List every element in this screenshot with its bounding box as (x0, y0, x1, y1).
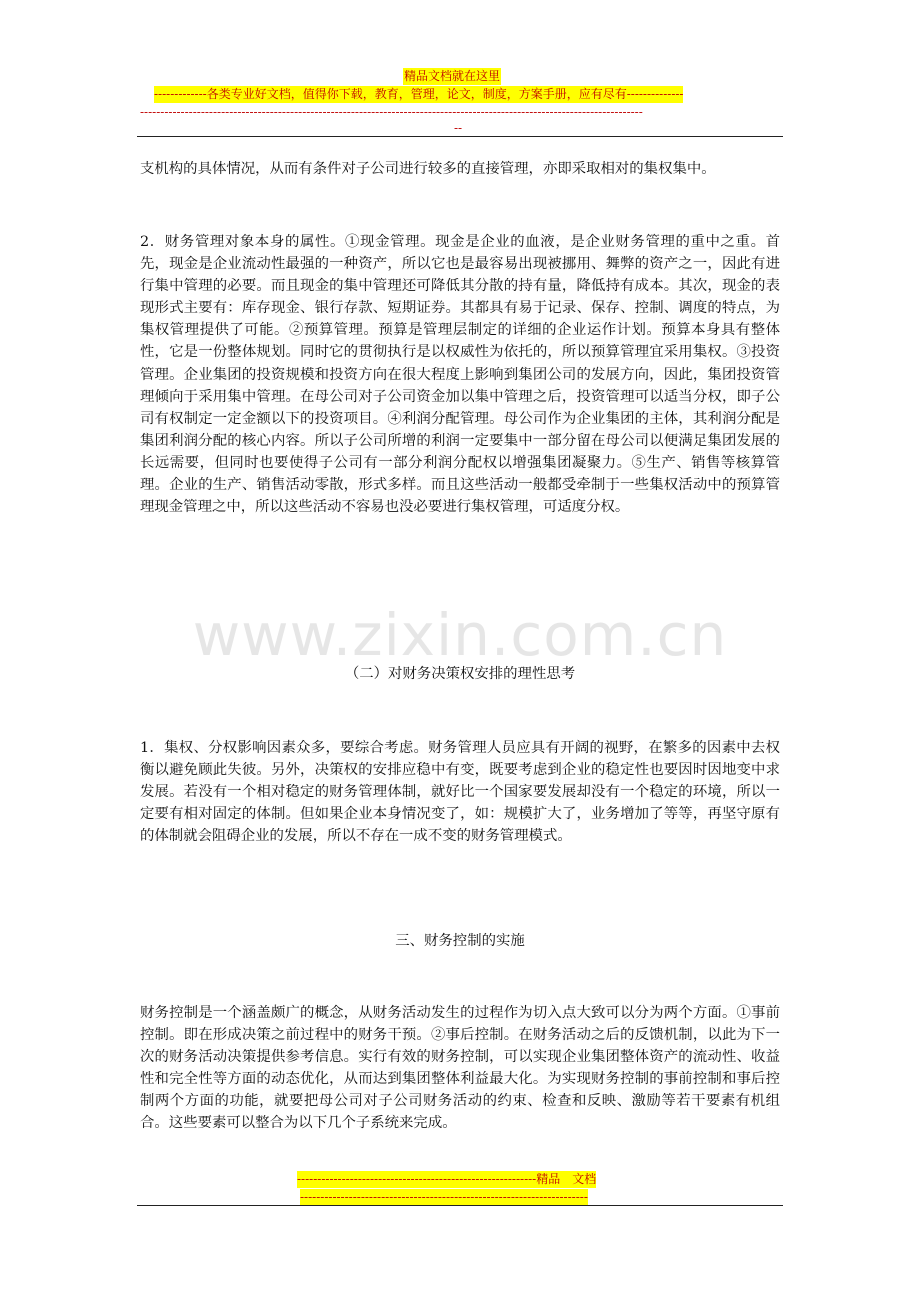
paragraph-3: 1．集权、分权影响因素众多，要综合考虑。财务管理人员应具有开阔的视野，在繁多的因素中去权衡以避免顾此失彼。另外，决策权的安排应稳中有变，既要考虑到企业的稳定性也要因时因地变中求发展。若没有一个相对稳定的财务管理体制，就好比一个国家要发展却没有一个稳定的环境，所以一定要有相对固定的体制。但如果企业本身情况变了，如：规模扩大了，业务增加了等等，再坚守原有的体制就会阻碍企业的发展，所以不存在一成不变的财务管理模式。 (140, 740, 780, 845)
paragraph-2: 2．财务管理对象本身的属性。①现金管理。现金是企业的血液，是企业财务管理的重中之重。首先，现金是企业流动性最强的一种资产，所以它也是最容易出现被挪用、舞弊的资产之一，因此有进行集中管理的必要。而且现金的集中管理还可降低其分散的持有量，降低持有成本。其次，现金的表现形式主要有：库存现金、银行存款、短期证券。其都具有易于记录、保存、控制、调度的特点，为集权管理提供了可能。②预算管理。预算是管理层制定的详细的企业运作计划。预算本身具有整体性，它是一份整体规划。同时它的贯彻执行是以权威性为依托的，所以预算管理宜采用集权。③投资管理。企业集团的投资规模和投资方向在很大程度上影响到集团公司的发展方向，因此，集团投资管理倾向于采用集中管理。在母公司对子公司资金加以集中管理之后，投资管理可以适当分权，即子公司有权制定一定金额以下的投资项目。④利润分配管理。母公司作为企业集团的主体，其利润分配是集团利润分配的核心内容。所以子公司所增的利润一定要集中一部分留在母公司以便满足集团发展的长远需要，但同时也要使得子公司有一部分利润分配权以增强集团凝聚力。⑤生产、销售等核算管理。企业的生产、销售活动零散，形式多样。而且这些活动一般都受牵制于一些集权活动中的预算管理现金管理之中，所以这些活动不容易也没必要进行集权管理，可适度分权。 (140, 234, 780, 516)
header-title: 精品文档就在这里 (404, 69, 501, 83)
footer-dash-line: ----------------------------------------------------------------------- (300, 1190, 588, 1204)
header-subtitle: -------------各类专业好文档，值得你下载，教育，管理，论文，制度，方案手册，应有尽有-------------- (154, 87, 684, 101)
header-rule (137, 136, 783, 137)
watermark: www.zixin.com.cn (192, 601, 728, 669)
footer-rule (137, 1205, 783, 1206)
paragraph-4: 财务控制是一个涵盖颇广的概念，从财务活动发生的过程作为切入点大致可以分为两个方面。①事前控制。即在形成决策之前过程中的财务干预。②事后控制。在财务活动之后的反馈机制，以此为下一次的财务活动决策提供参考信息。实行有效的财务控制，可以实现企业集团整体资产的流动性、收益性和完全性等方面的动态优化，从而达到集团整体利益最大化。为实现财务控制的事前控制和事后控制两个方面的功能，就要把母公司对子公司财务活动的约束、检查和反映、激励等若干要素有机组合。这些要素可以整合为以下几个子系统来完成。 (140, 1005, 780, 1132)
paragraph-intro: 支机构的具体情况，从而有条件对子公司进行较多的直接管理，亦即采取相对的集权集中。 (140, 161, 716, 177)
heading-section-2: （二）对财务决策权安排的理性思考 (344, 666, 576, 682)
header-dash-line: ---------------------------------------------------------------------------------------------------------------------------- (140, 105, 643, 119)
footer-label: -----------------------------------------------------------精品 文档 (297, 1172, 597, 1186)
heading-section-3: 三、财务控制的实施 (395, 933, 525, 949)
header-dash-tail: -- (454, 121, 463, 135)
